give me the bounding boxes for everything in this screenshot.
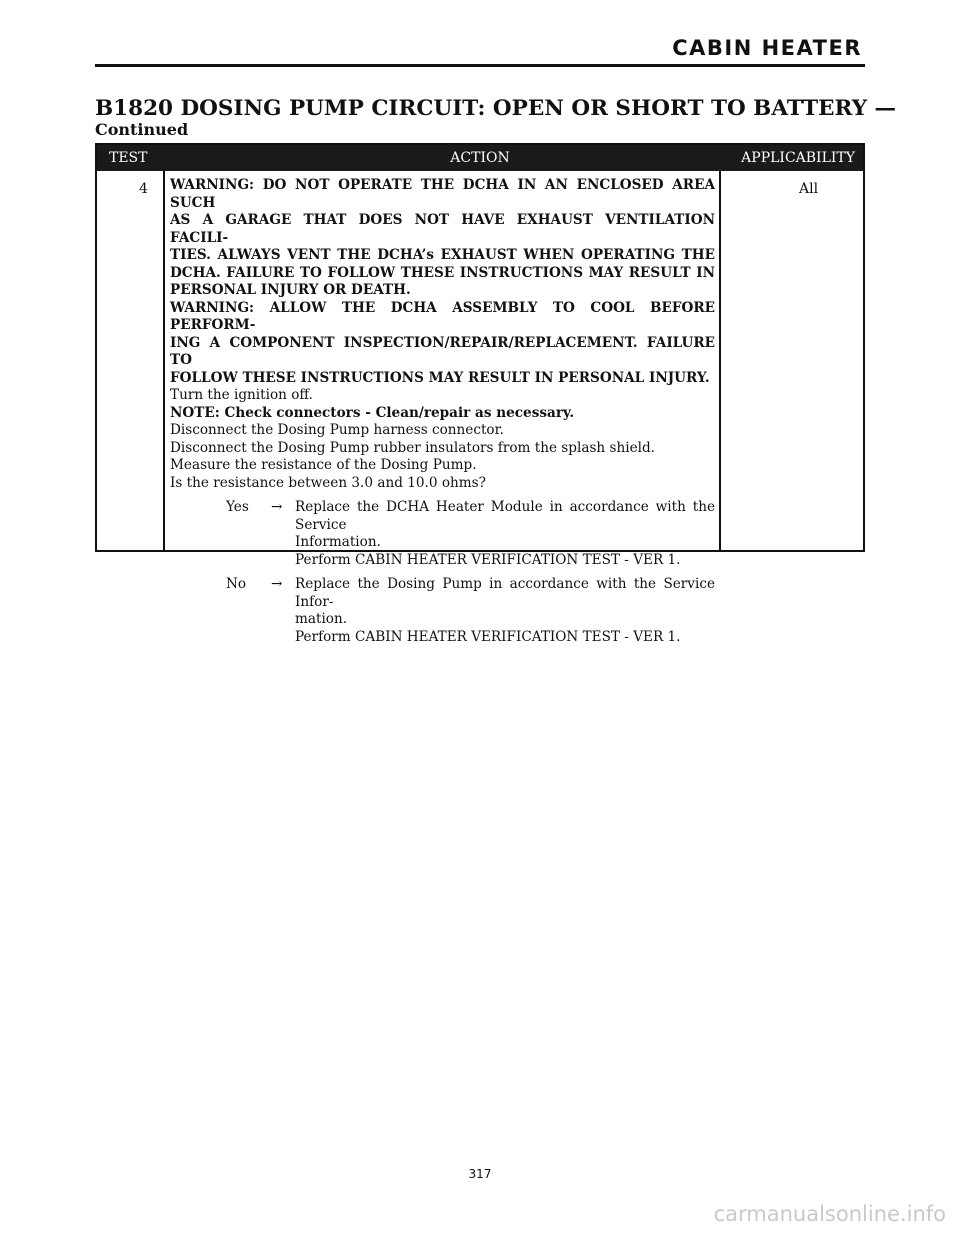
warning-line: AS A GARAGE THAT DOES NOT HAVE EXHAUST VENTILATION FACILI- [170,212,715,246]
step-disconnect-connector: Disconnect the Dosing Pump harness connector. [170,422,504,438]
test-number: 4 [139,181,148,197]
outcome-yes [170,499,715,569]
step-disconnect-insulators: Disconnect the Dosing Pump rubber insulators from the splash shield. [170,439,655,456]
warning-line: FOLLOW THESE INSTRUCTIONS MAY RESULT IN PERSONAL INJURY. [170,369,710,386]
note-check-connectors: NOTE: Check connectors - Clean/repair as necessary. [170,404,575,421]
arrow-right-icon: → [271,499,283,515]
warning-cooling [170,300,715,388]
warning-line: ING A COMPONENT INSPECTION/REPAIR/REPLACEMENT. FAILURE TO [170,334,715,368]
applicability-value: All [799,181,819,197]
outcome-no-line: mation. [295,611,348,627]
page-number: 317 [468,1167,492,1181]
table-header-row [97,145,863,171]
column-header-test: TEST [109,150,148,166]
warning-line: WARNING: ALLOW THE DCHA ASSEMBLY TO COOL BEFORE PERFORM- [170,299,715,333]
step-ignition-off: Turn the ignition off. [170,387,313,403]
procedure-title: B1820 DOSING PUMP CIRCUIT: OPEN OR SHORT TO BATTERY — [95,96,897,121]
arrow-right-icon: → [271,576,283,592]
warning-line: TIES. ALWAYS VENT THE DCHA’s EXHAUST WHEN OPERATING THE [170,247,715,263]
test-question: Is the resistance between 3.0 and 10.0 ohms? [170,474,486,491]
outcome-yes-line: Replace the DCHA Heater Module in accordance with the Service [295,499,715,533]
outcome-yes-line: Information. [295,534,381,550]
continued-label: Continued [95,120,189,139]
diagnostic-table [95,143,865,645]
column-header-applicability: APPLICABILITY [741,150,855,166]
warning-line: PERSONAL INJURY OR DEATH. [170,282,411,298]
outcome-no-line: Perform CABIN HEATER VERIFICATION TEST - VER 1. [295,628,681,645]
column-divider [163,171,165,550]
outcome-no [170,576,715,646]
outcome-no-line: Replace the Dosing Pump in accordance with the Service Infor- [295,576,715,610]
outcome-yes-line: Perform CABIN HEATER VERIFICATION TEST - VER 1. [295,551,681,568]
column-header-action: ACTION [450,150,510,166]
warning-ventilation [170,177,715,300]
section-header-title: CABIN HEATER [672,36,862,60]
step-measure-resistance: Measure the resistance of the Dosing Pump. [170,457,477,473]
header-rule [95,64,865,67]
outcome-no-label: No [226,576,247,592]
watermark: carmanualsonline.info [713,1202,946,1226]
warning-line: WARNING: DO NOT OPERATE THE DCHA IN AN ENCLOSED AREA SUCH [170,177,715,211]
column-divider [719,171,721,550]
warning-line: DCHA. FAILURE TO FOLLOW THESE INSTRUCTIONS MAY RESULT IN [170,264,715,281]
outcome-yes-label: Yes [226,499,249,515]
action-cell [170,177,715,646]
